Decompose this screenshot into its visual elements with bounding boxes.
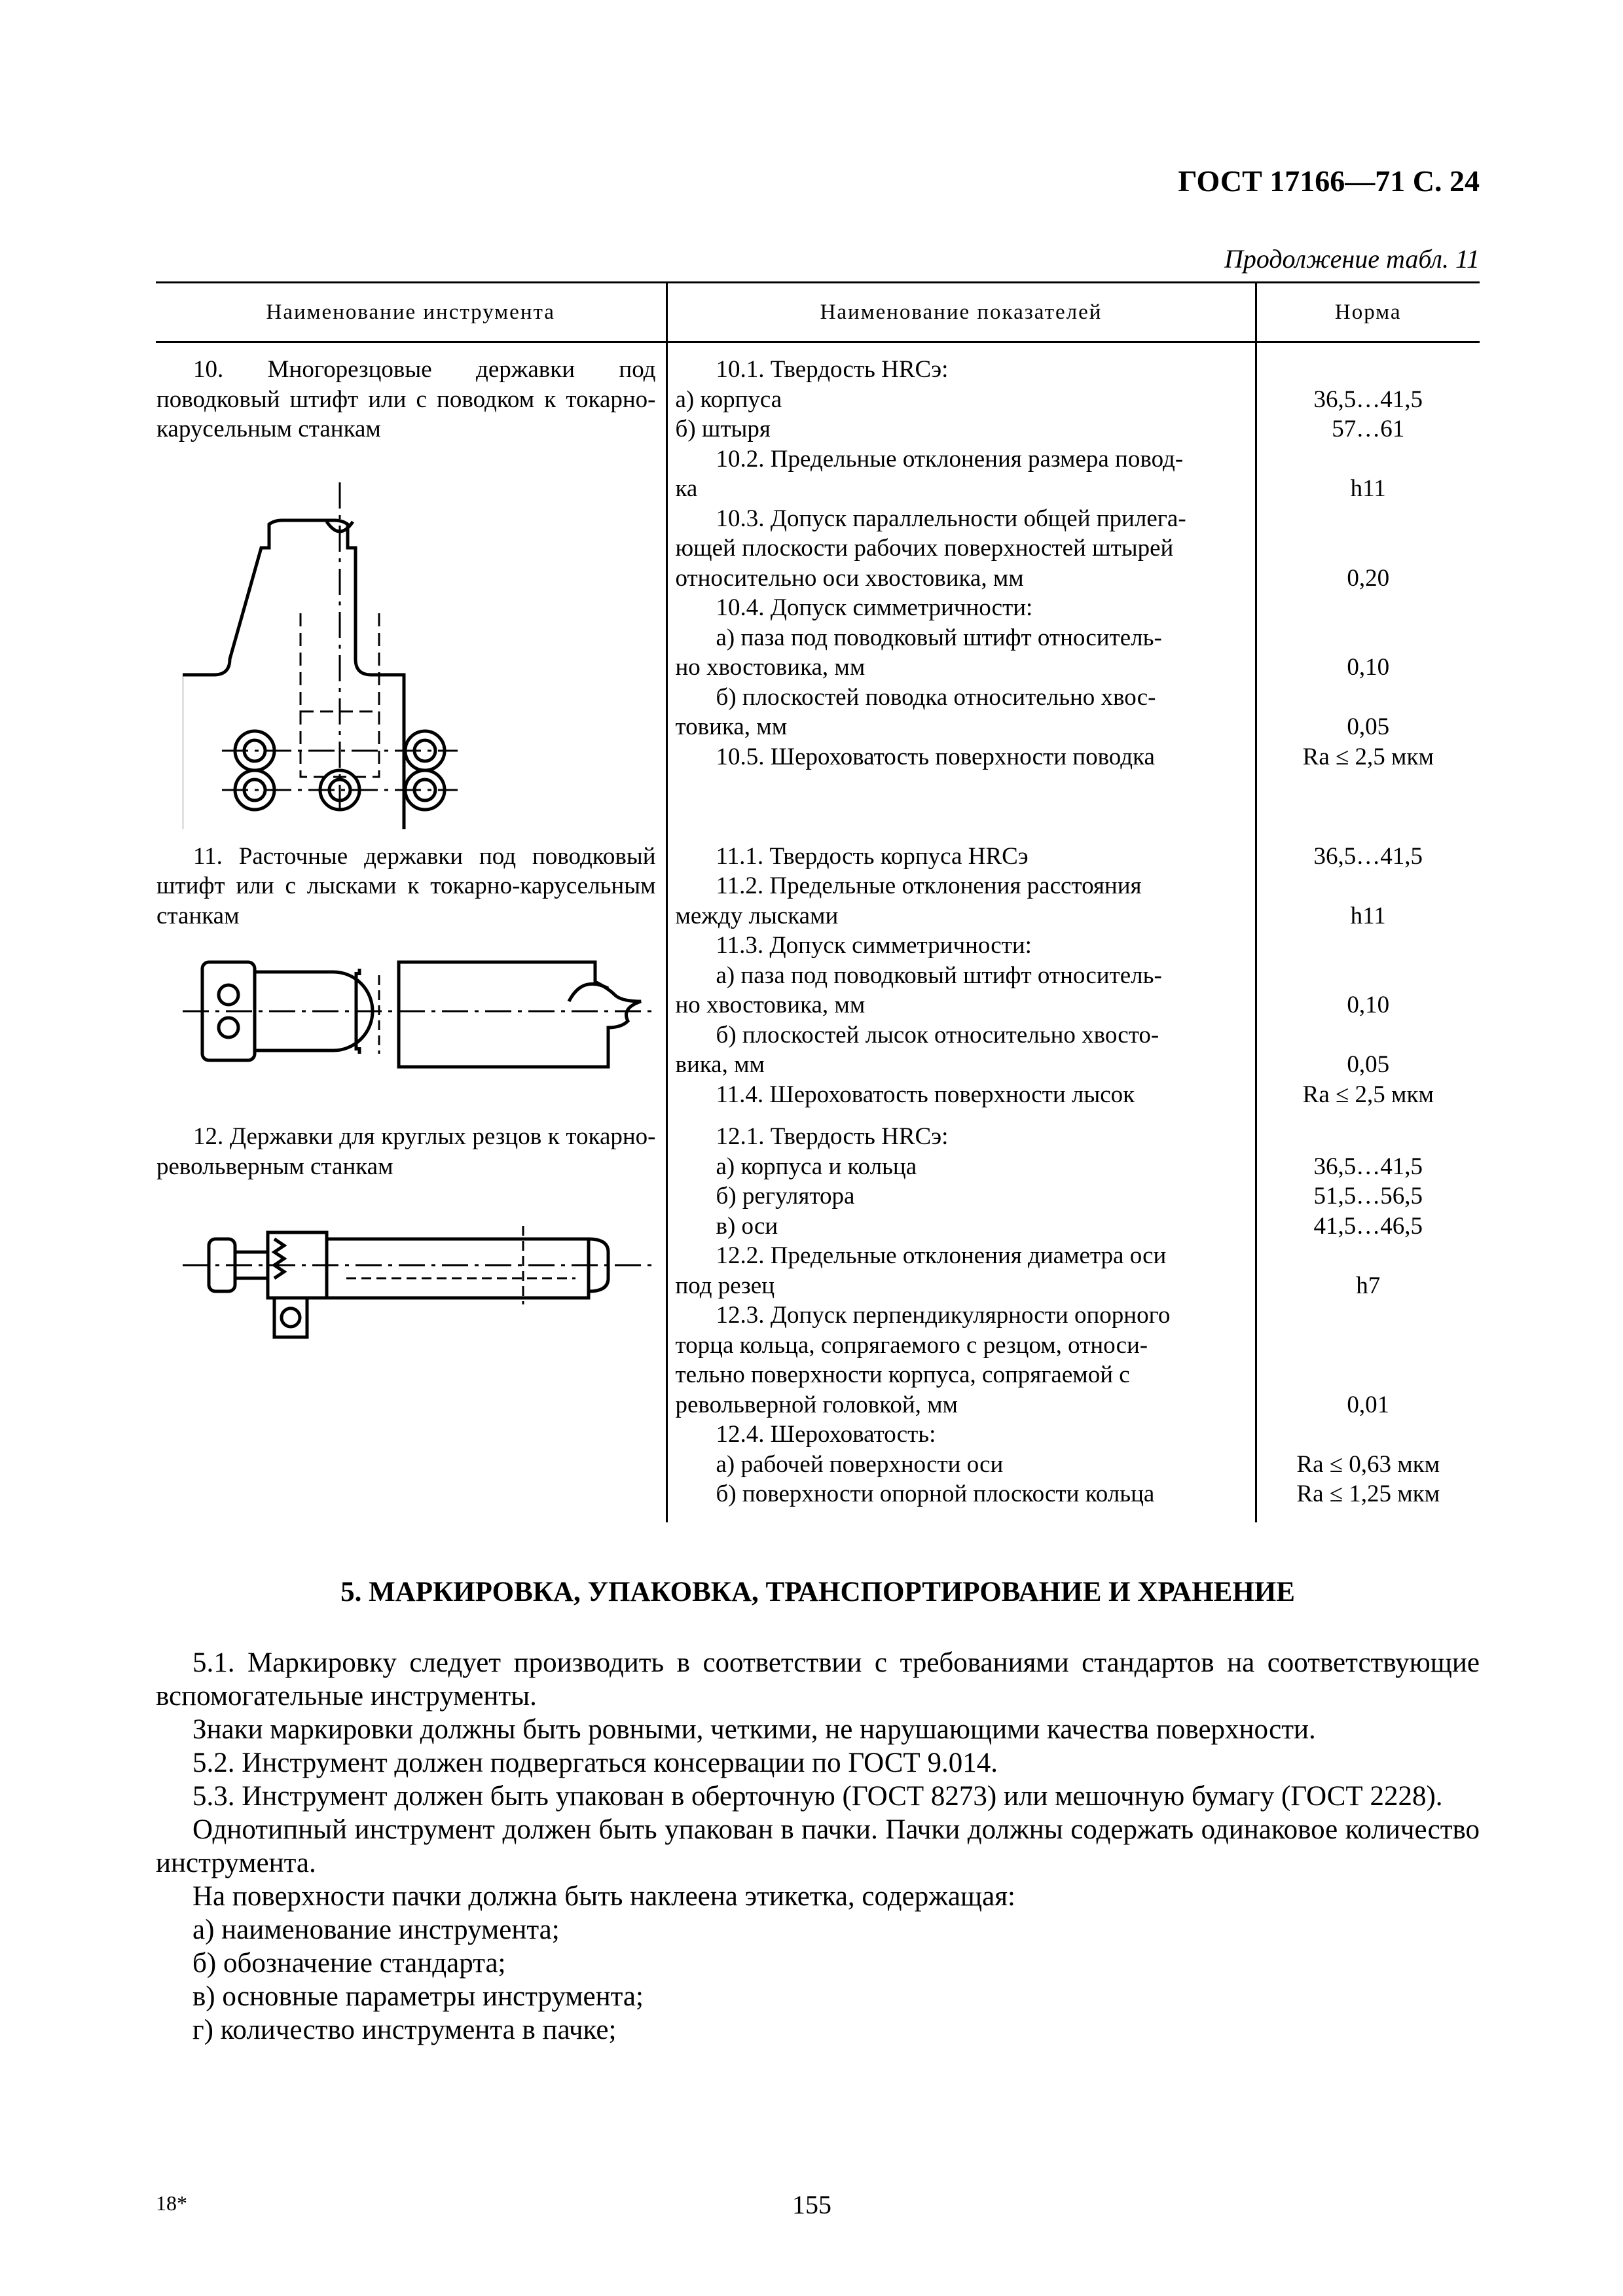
indicator-line: 12.3. Допуск перпендикулярности опорного (716, 1302, 1171, 1329)
norm-value: 0,20 (1347, 564, 1390, 592)
norm-value (1258, 1020, 1480, 1050)
indicator-line: а) рабочей поверхности оси (716, 1450, 1004, 1478)
table-continuation-label: Продолжение табл. 11 (1224, 244, 1480, 274)
list-item: в) основные параметры инструмента; (192, 1981, 644, 2012)
norm-value (1258, 533, 1480, 564)
tool-name: 12. Державки для круглых резцов к токарно-револьверным станкам (156, 1123, 656, 1180)
holder-drawing-10 (183, 463, 589, 829)
table-row (156, 830, 1480, 1111)
paragraph: 5.1. Маркировку следует производить в соответствии с требованиями стандартов на соответствующие вспомогательные инструменты. (156, 1647, 1480, 1712)
column-header-tool: Наименование инструмента (156, 283, 666, 342)
norm-value (1258, 1122, 1480, 1152)
norm-cell (1256, 342, 1480, 830)
page-number: 155 (792, 2190, 831, 2219)
norm-value: 36,5…41,5 (1313, 1153, 1423, 1180)
indicator-line: 12.2. Предельные отклонения диаметра оси (716, 1242, 1167, 1269)
indicator-line: но хвостовика, мм (675, 654, 866, 681)
norm-value (1258, 593, 1480, 623)
norm-value: 0,01 (1347, 1391, 1390, 1418)
indicator-line: б) поверхности опорной плоскости кольца (716, 1480, 1155, 1507)
indicator-line: 11.4. Шероховатость поверхности лысок (716, 1081, 1135, 1108)
indicator-line: б) штыря (675, 416, 771, 442)
norm-value: 0,05 (1347, 1051, 1390, 1078)
norm-value (1258, 931, 1480, 961)
indicator-line: 11.1. Твердость корпуса HRCэ (716, 842, 1029, 870)
norm-value: Ra ≤ 2,5 мкм (1302, 1081, 1434, 1108)
norm-cell (1256, 830, 1480, 1111)
paragraph: Знаки маркировки должны быть ровными, четкими, не нарушающими качества поверхности. (192, 1714, 1316, 1745)
norm-value (1258, 1420, 1480, 1450)
indicator-line: 11.2. Предельные отклонения расстояния (716, 872, 1142, 899)
footnote-mark: 18* (156, 2191, 187, 2215)
indicator-line: а) паза под поводковый штифт относитель- (716, 961, 1162, 989)
indicator-cell (666, 342, 1256, 830)
paragraph: 5.3. Инструмент должен быть упакован в оберточную (ГОСТ 8273) или мешочную бумагу (ГОСТ 2228). (192, 1781, 1443, 1812)
norm-value (1258, 1300, 1480, 1331)
paragraph: На поверхности пачки должна быть наклеена этикетка, содержащая: (192, 1881, 1015, 1912)
list-item: б) обозначение стандарта; (192, 1948, 506, 1979)
norm-value: 0,10 (1347, 992, 1390, 1018)
norm-value (1258, 1360, 1480, 1390)
indicator-line: 12.1. Твердость HRCэ: (716, 1123, 949, 1150)
section-body (156, 1646, 1480, 2047)
indicator-line: но хвостовика, мм (675, 992, 866, 1018)
indicator-line: 10.1. Твердость HRCэ: (716, 356, 949, 383)
indicator-line: ка (675, 475, 698, 502)
page-header: ГОСТ 17166—71 С. 24 (1178, 164, 1480, 198)
boring-holder-drawing-11 (183, 949, 654, 1080)
tool-cell (156, 830, 666, 1111)
indicator-line: под резец (675, 1272, 775, 1299)
norm-value: 57…61 (1332, 416, 1405, 442)
norm-value (1258, 961, 1480, 991)
indicator-line: 10.5. Шероховатость поверхности поводка (716, 743, 1155, 770)
norm-value (1258, 355, 1480, 385)
norm-value: 41,5…46,5 (1313, 1212, 1423, 1240)
norm-value: 36,5…41,5 (1313, 842, 1423, 870)
norm-value: h11 (1350, 475, 1386, 502)
indicator-cell (666, 830, 1256, 1111)
paragraph: Однотипный инструмент должен быть упакован в пачки. Пачки должны содержать одинаковое количество инструмента. (156, 1814, 1480, 1878)
indicator-line: б) регулятора (716, 1183, 855, 1210)
norm-value: 36,5…41,5 (1313, 386, 1423, 413)
indicator-line: б) плоскостей поводка относительно хвос- (716, 683, 1156, 711)
column-header-norm: Норма (1256, 283, 1480, 342)
paragraph: 5.2. Инструмент должен подвергаться консервации по ГОСТ 9.014. (192, 1748, 998, 1778)
norm-value (1258, 504, 1480, 534)
tool-name: 11. Расточные державки под поводковый штифт или с лысками к токарно-карусельным станкам (156, 842, 656, 929)
norm-value (1258, 623, 1480, 653)
indicator-line: относительно оси хвостовика, мм (675, 564, 1024, 592)
indicator-line: вика, мм (675, 1051, 765, 1078)
norm-value: Ra ≤ 0,63 мкм (1296, 1450, 1440, 1478)
tool-cell (156, 342, 666, 830)
norm-value (1258, 871, 1480, 901)
indicator-line: б) плоскостей лысок относительно хвосто- (716, 1021, 1159, 1049)
indicator-line: в) оси (716, 1212, 778, 1240)
indicator-line: 10.2. Предельные отклонения размера повод- (716, 445, 1184, 473)
table-row (156, 342, 1480, 830)
indicator-line: 10.4. Допуск симметричности: (716, 594, 1033, 621)
list-item: г) количество инструмента в пачке; (192, 2015, 617, 2045)
norm-value: 0,10 (1347, 654, 1390, 681)
indicator-line: а) корпуса и кольца (716, 1153, 917, 1180)
indicator-line: а) корпуса (675, 386, 782, 413)
norm-value (1258, 1241, 1480, 1271)
tool-name: 10. Многорезцовые державки под поводковый штифт или с поводком к токарно-карусельным станкам (156, 356, 656, 442)
round-cutter-holder-drawing-12 (183, 1200, 654, 1357)
indicator-line: между лысками (675, 902, 839, 929)
norm-value (1258, 1331, 1480, 1361)
indicator-cell (666, 1110, 1256, 1522)
indicator-line: а) паза под поводковый штифт относитель- (716, 624, 1162, 651)
norm-value: Ra ≤ 1,25 мкм (1296, 1480, 1440, 1507)
norm-value: 51,5…56,5 (1313, 1183, 1423, 1210)
indicator-line: 10.3. Допуск параллельности общей прилега- (716, 505, 1186, 532)
norm-value (1258, 444, 1480, 475)
norm-value: h11 (1350, 902, 1386, 929)
indicator-line: товика, мм (675, 713, 788, 740)
indicator-line: торца кольца, сопрягаемого с резцом, относи- (675, 1331, 1148, 1359)
indicator-line: тельно поверхности корпуса, сопрягаемой с (675, 1361, 1130, 1388)
norm-value (1258, 683, 1480, 713)
norm-cell (1256, 1110, 1480, 1522)
norm-value: 0,05 (1347, 713, 1390, 740)
table-row (156, 1110, 1480, 1522)
indicator-line: ющей плоскости рабочих поверхностей штырей (675, 535, 1174, 562)
indicator-line: револьверной головкой, мм (675, 1391, 958, 1418)
specification-table (156, 281, 1480, 1522)
norm-value: h7 (1356, 1272, 1381, 1299)
indicator-line: 12.4. Шероховатость: (716, 1421, 936, 1448)
indicator-line: 11.3. Допуск симметричности: (716, 932, 1032, 959)
section-title: 5. МАРКИРОВКА, УПАКОВКА, ТРАНСПОРТИРОВАНИЕ И ХРАНЕНИЕ (340, 1577, 1295, 1607)
column-header-indicator: Наименование показателей (666, 283, 1256, 342)
norm-value: Ra ≤ 2,5 мкм (1302, 743, 1434, 770)
list-item: а) наименование инструмента; (192, 1914, 560, 1945)
tool-cell (156, 1110, 666, 1522)
